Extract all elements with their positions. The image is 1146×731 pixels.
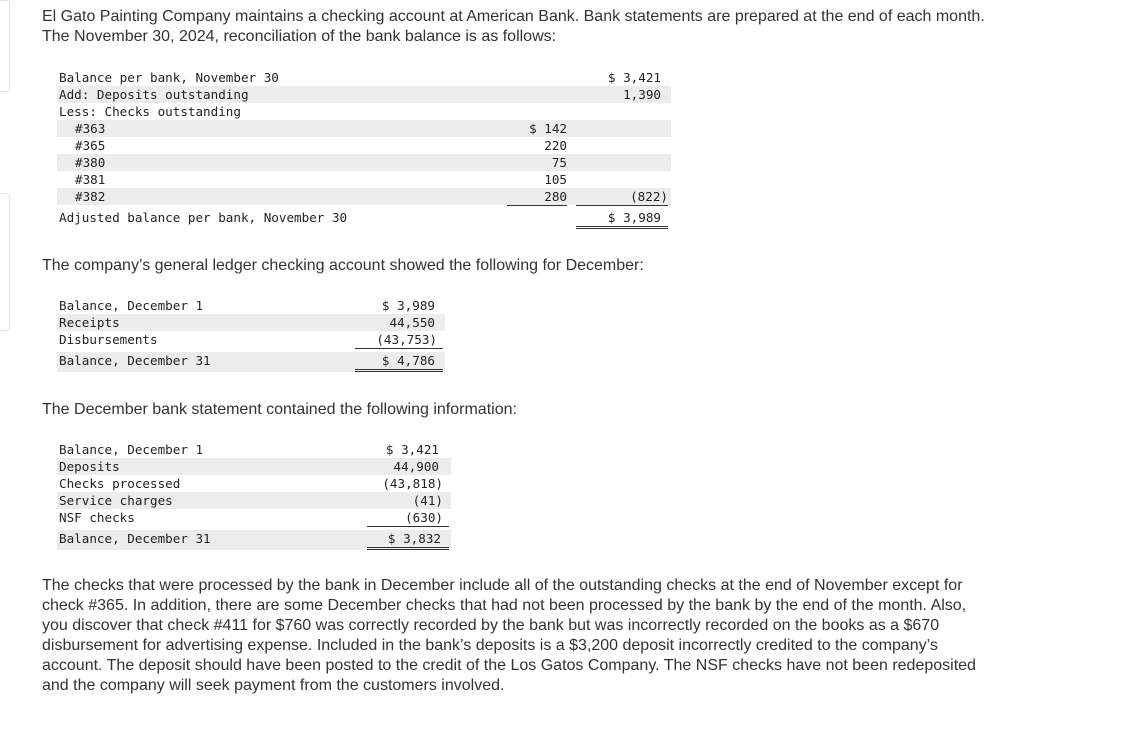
table-row [57, 441, 451, 458]
intro-paragraph [42, 7, 1132, 47]
checks-label: Less: Checks outstanding [59, 104, 241, 119]
statement-label: NSF checks [59, 510, 135, 525]
check-amount: 105 [544, 172, 567, 187]
statement-label: Balance, December 1 [59, 442, 204, 457]
statement-value: $ 3,832 [367, 530, 449, 550]
closing-line: and the company will seek payment from the customers involved. [42, 677, 505, 694]
ledger-intro: The company’s general ledger checking account showed the following for December: [42, 257, 644, 274]
table-row [57, 154, 671, 171]
table-row [57, 209, 671, 229]
statement-value: (630) [367, 509, 449, 527]
table-row [57, 509, 451, 526]
table-row [57, 492, 451, 509]
table-row [57, 188, 671, 205]
balance-label: Balance per bank, November 30 [59, 70, 279, 85]
check-number: #380 [75, 155, 106, 170]
ledger-value: $ 3,989 [381, 298, 435, 313]
adjusted-value: $ 3,989 [576, 209, 668, 229]
table-row [57, 137, 671, 154]
table-row [57, 86, 671, 103]
ledger-label: Disbursements [59, 332, 158, 347]
check-amount: 280 [507, 188, 567, 206]
deposits-value: 1,390 [623, 87, 661, 102]
check-number: #363 [75, 121, 106, 136]
closing-line: check #365. In addition, there are some December checks that had not been processed by the bank by the end of the month. Also, [42, 597, 967, 614]
table-row [57, 475, 451, 492]
deposits-label: Add: Deposits outstanding [59, 87, 249, 102]
statement-table [57, 441, 455, 553]
table-row [57, 352, 445, 372]
ledger-label: Receipts [59, 315, 120, 330]
ledger-value: (43,753) [355, 331, 443, 349]
check-number: #381 [75, 172, 106, 187]
table-row [57, 530, 451, 550]
closing-line: account. The deposit should have been posted to the credit of the Los Gatos Company. The NSF checks have not been redeposited [42, 657, 976, 674]
adjusted-label: Adjusted balance per bank, November 30 [59, 210, 348, 225]
ledger-value: $ 4,786 [355, 352, 443, 372]
statement-value: 44,900 [393, 459, 439, 474]
intro-line: The November 30, 2024, reconciliation of the bank balance is as follows: [42, 28, 557, 45]
checks-total: (822) [576, 188, 668, 206]
statement-value: $ 3,421 [385, 442, 439, 457]
table-row [57, 120, 671, 137]
statement-value: (41) [412, 493, 443, 508]
ledger-label: Balance, December 1 [59, 298, 204, 313]
closing-paragraph [42, 576, 1132, 696]
check-amount: 220 [544, 138, 567, 153]
statement-intro: The December bank statement contained the following information: [42, 401, 517, 418]
table-row [57, 314, 445, 331]
check-amount: 75 [551, 155, 567, 170]
table-row [57, 297, 445, 314]
statement-label: Service charges [59, 493, 173, 508]
closing-line: you discover that check #411 for $760 was correctly recorded by the bank but was incorrectly recorded on the books as a $670 [42, 617, 940, 634]
table-row [57, 458, 451, 475]
statement-label: Balance, December 31 [59, 531, 211, 546]
reconciliation-table [57, 69, 677, 231]
check-amount: $ 142 [529, 121, 567, 136]
page-edge-tab [0, 193, 10, 331]
closing-line: The checks that were processed by the bank in December include all of the outstanding checks at the end of November except for [42, 577, 963, 594]
table-row [57, 331, 445, 348]
statement-value: (43,818) [382, 476, 443, 491]
page-edge-tab [0, 0, 10, 92]
statement-label: Deposits [59, 459, 120, 474]
ledger-table [57, 297, 449, 379]
table-row [57, 103, 671, 120]
balance-value: $ 3,421 [607, 70, 661, 85]
closing-line: disbursement for advertising expense. Included in the bank’s deposits is a $3,200 deposit incorrectly credited to the company’s [42, 637, 938, 654]
ledger-label: Balance, December 31 [59, 353, 211, 368]
intro-line: El Gato Painting Company maintains a checking account at American Bank. Bank statements are prepared at the end of each month. [42, 8, 985, 25]
check-number: #382 [75, 189, 106, 204]
table-row [57, 171, 671, 188]
statement-label: Checks processed [59, 476, 181, 491]
table-row [57, 69, 671, 86]
check-number: #365 [75, 138, 106, 153]
ledger-value: 44,550 [389, 315, 435, 330]
